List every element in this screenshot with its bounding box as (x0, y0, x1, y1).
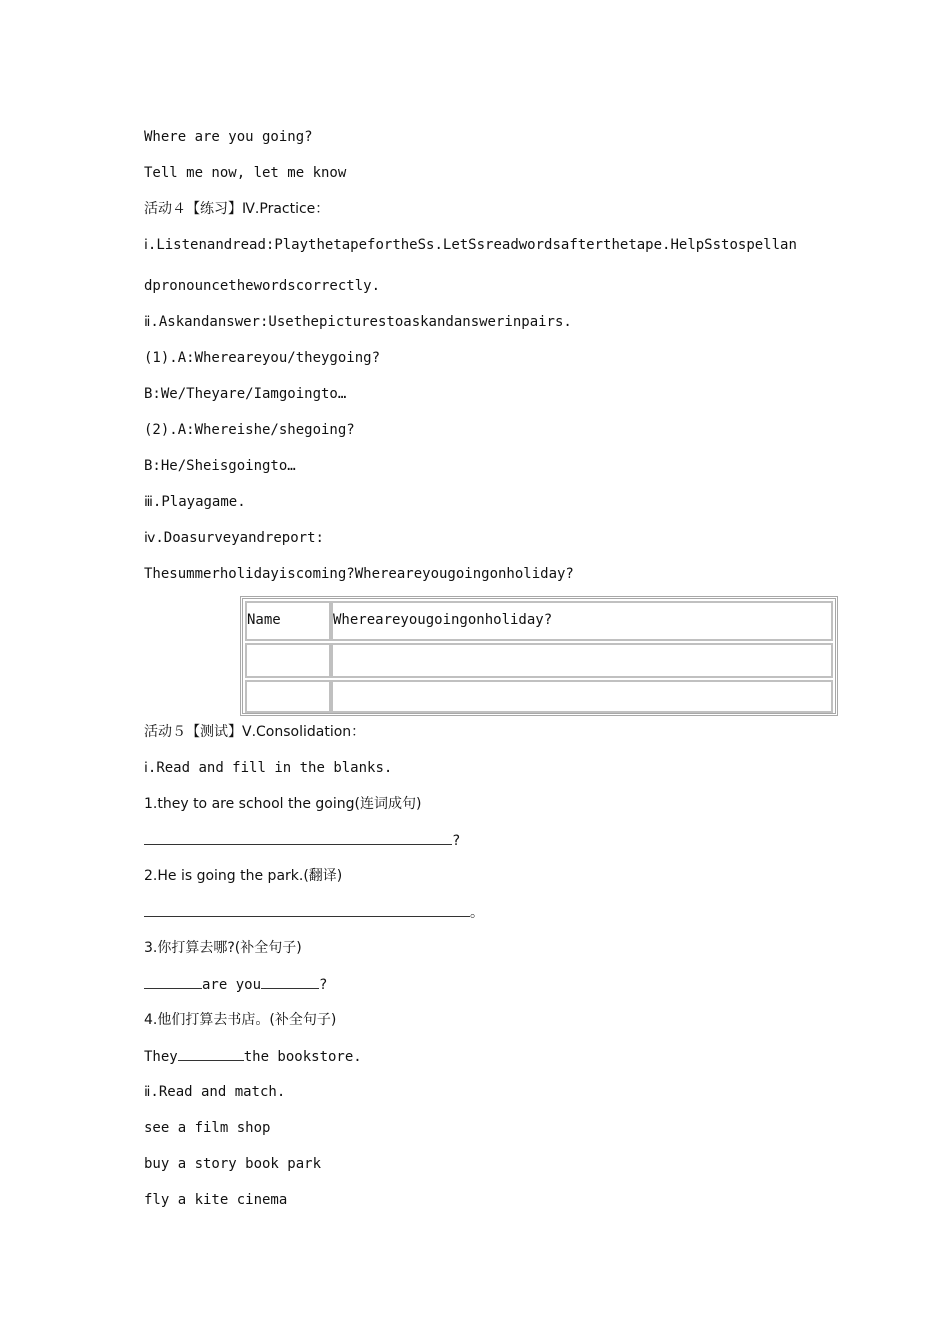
practice-step-3: ⅲ.Playagame. (144, 494, 246, 510)
exercise-2-answer-line (144, 902, 484, 922)
table-row (245, 680, 833, 713)
match-item-3: fly a kite cinema (144, 1192, 288, 1208)
answer-end-mark: 。 (470, 905, 484, 921)
match-item-1: see a film shop (144, 1120, 271, 1136)
answer-fragment: are you (202, 977, 262, 993)
answer-end-mark: ? (319, 977, 328, 993)
exercise-1: 1.they to are school the going(连词成句) (144, 796, 422, 812)
table-cell[interactable] (331, 680, 833, 713)
activity-5-heading: 活动５【测试】Ⅴ.Consolidation： (144, 724, 366, 740)
activity-4-heading: 活动４【练习】Ⅳ.Practice： (144, 201, 330, 217)
exercise-4-answer-line (144, 1046, 362, 1066)
survey-prompt: Thesummerholidayiscoming?Whereareyougoingonholiday? (144, 566, 574, 582)
exercise-2: 2.He is going the park.(翻译) (144, 868, 343, 884)
answer-blank[interactable] (144, 902, 470, 917)
practice-step-1-cont: dpronouncethewordscorrectly. (144, 278, 381, 294)
song-line-2: Tell me now, let me know (144, 165, 347, 181)
dialogue-question-2: (2).A:Whereishe/shegoing? (144, 422, 355, 438)
exercise-3-answer-line (144, 974, 327, 994)
song-line-1: Where are you going? (144, 129, 313, 145)
consolidation-part-2: ⅱ.Read and match. (144, 1084, 286, 1100)
table-cell[interactable] (245, 643, 331, 678)
header-name: Name (247, 612, 281, 628)
answer-end-mark: ? (452, 833, 461, 849)
practice-step-4: ⅳ.Doasurveyandreport: (144, 530, 324, 546)
answer-fragment: They (144, 1049, 178, 1065)
dialogue-answer-2: B:He/Sheisgoingto… (144, 458, 296, 474)
table-header-cell (331, 601, 833, 641)
exercise-4: 4.他们打算去书店。(补全句子) (144, 1012, 337, 1028)
answer-blank[interactable] (178, 1046, 244, 1061)
table-cell[interactable] (245, 680, 331, 713)
dialogue-answer-1: B:We/Theyare/Iamgoingto… (144, 386, 347, 402)
consolidation-part-1: ⅰ.Read and fill in the blanks. (144, 760, 393, 776)
answer-blank[interactable] (144, 974, 202, 989)
answer-blank[interactable] (144, 830, 452, 845)
table-header-row (245, 601, 833, 641)
header-destination: Whereareyougoingonholiday? (333, 612, 553, 628)
survey-table (240, 596, 838, 716)
practice-step-1: ⅰ.Listenandread:PlaythetapefortheSs.LetSsreadwordsafterthetape.HelpSstospellan (144, 237, 797, 253)
match-item-2: buy a story book park (144, 1156, 322, 1172)
exercise-3: 3.你打算去哪?(补全句子) (144, 940, 302, 956)
table-cell[interactable] (331, 643, 833, 678)
exercise-1-answer-line (144, 830, 460, 850)
answer-blank[interactable] (261, 974, 319, 989)
dialogue-question-1: (1).A:Whereareyou/theygoing? (144, 350, 381, 366)
answer-fragment: the bookstore. (243, 1049, 362, 1065)
practice-step-2: ⅱ.Askandanswer:Usethepicturestoaskandanswerinpairs. (144, 314, 572, 330)
table-header-cell (245, 601, 331, 641)
table-row (245, 643, 833, 678)
